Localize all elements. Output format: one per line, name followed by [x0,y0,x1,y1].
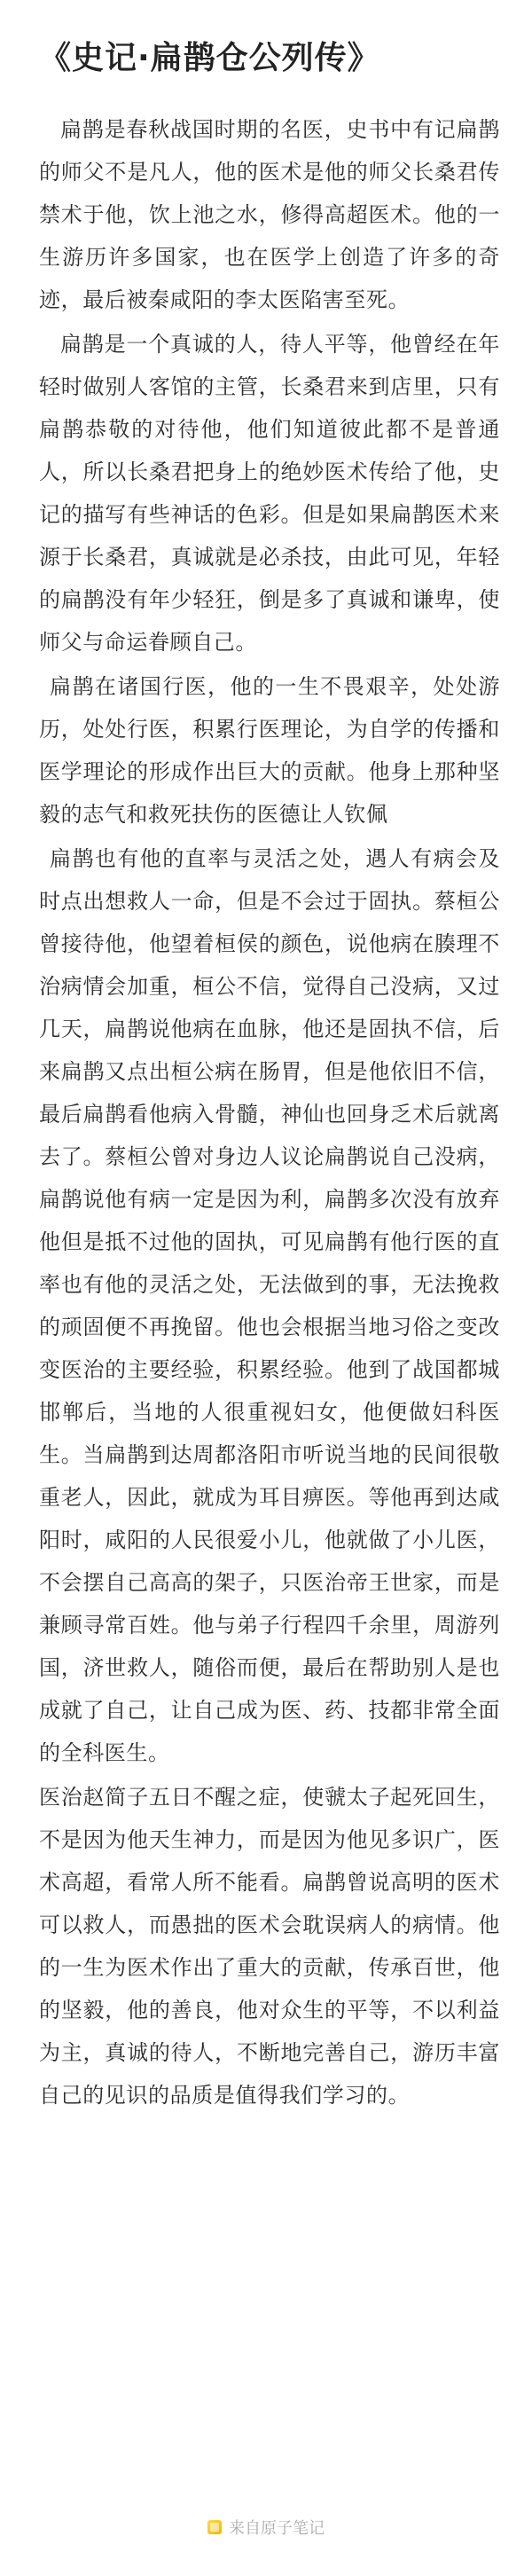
source-footer [0,2516,532,2539]
paragraph-2: 扁鹊是一个真诚的人，待人平等，他曾经在年轻时做别人客馆的主管，长桑君来到店里，只有扁鹊恭敬的对待他，他们知道彼此都不是普通人，所以长桑君把身上的绝妙医术传给了他，史记的描写有些神话的色彩。但是如果扁鹊医术来源于长桑君，真诚就是必杀技，由此可见，年轻的扁鹊没有年少轻狂，倒是多了真诚和谦卑，使师父与命运眷顾自己。 [39,332,500,655]
source-label: 来自原子笔记 [229,2519,325,2538]
paragraph-1: 扁鹊是春秋战国时期的名医，史书中有记扁鹊的师父不是凡人，他的医术是他的师父长桑君传禁术于他，饮上池之水，修得高超医术。他的一生游历许多国家，也在医学上创造了许多的奇迹，最后被秦咸阳的李太医陷害至死。 [39,117,500,312]
paragraph-3: 扁鹊在诸国行医，他的一生不畏艰辛，处处游历，处处行医，积累行医理论，为自学的传播和医学理论的形成作出巨大的贡献。他身上那种坚毅的志气和救死扶伤的医德让人钦佩 [39,674,500,827]
paragraph-5: 医治赵简子五日不醒之症，使虢太子起死回生，不是因为他天生神力，而是因为他见多识广，医术高超，看常人所不能看。扁鹊曾说高明的医术可以救人，而愚拙的医术会耽误病人的病情。他的一生为医术作出了重大的贡献，传承百世，他的坚毅，他的善良，他对众生的平等，不以利益为主，真诚的待人，不断地完善自己，游历丰富自己的见识的品质是值得我们学习的。 [39,1785,500,2108]
note-app-icon [207,2520,222,2534]
article [39,35,500,2118]
paragraph-4: 扁鹊也有他的直率与灵活之处，遇人有病会及时点出想救人一命，但是不会过于固执。蔡桓公曾接待他，他望着桓侯的颜色，说他病在腠理不治病情会加重，桓公不信，觉得自己没病，又过几天，扁鹊说他病在血脉，他还是固执不信，后来扁鹊又点出桓公病在肠胃，但是他依旧不信，最后扁鹊看他病入骨髓，神仙也回身乏术后就离去了。蔡桓公曾对身边人议论扁鹊说自己没病，扁鹊说他有病一定是因为利，扁鹊多次没有放弃他但是抵不过他的固执，可见扁鹊有他行医的直率也有他的灵活之处，无法做到的事，无法挽救的顽固便不再挽留。他也会根据当地习俗之变改变医治的主要经验，积累经验。他到了战国都城邯郸后，当地的人很重视妇女，他便做妇科医生。当扁鹊到达周都洛阳市听说当地的民间很敬重老人，因此，就成为耳目痹医。等他再到达咸阳时，咸阳的人民很爱小儿，他就做了小儿医，不会摆自己高高的架子，只医治帝王世家，而是兼顾寻常百姓。他与弟子行程四千余里，周游列国，济世救人，随俗而便，最后在帮助别人是也成就了自己，让自己成为医、药、技都非常全面的全科医生。 [39,846,500,1765]
article-title: 《史记·扁鹊仓公列传》 [39,40,380,76]
